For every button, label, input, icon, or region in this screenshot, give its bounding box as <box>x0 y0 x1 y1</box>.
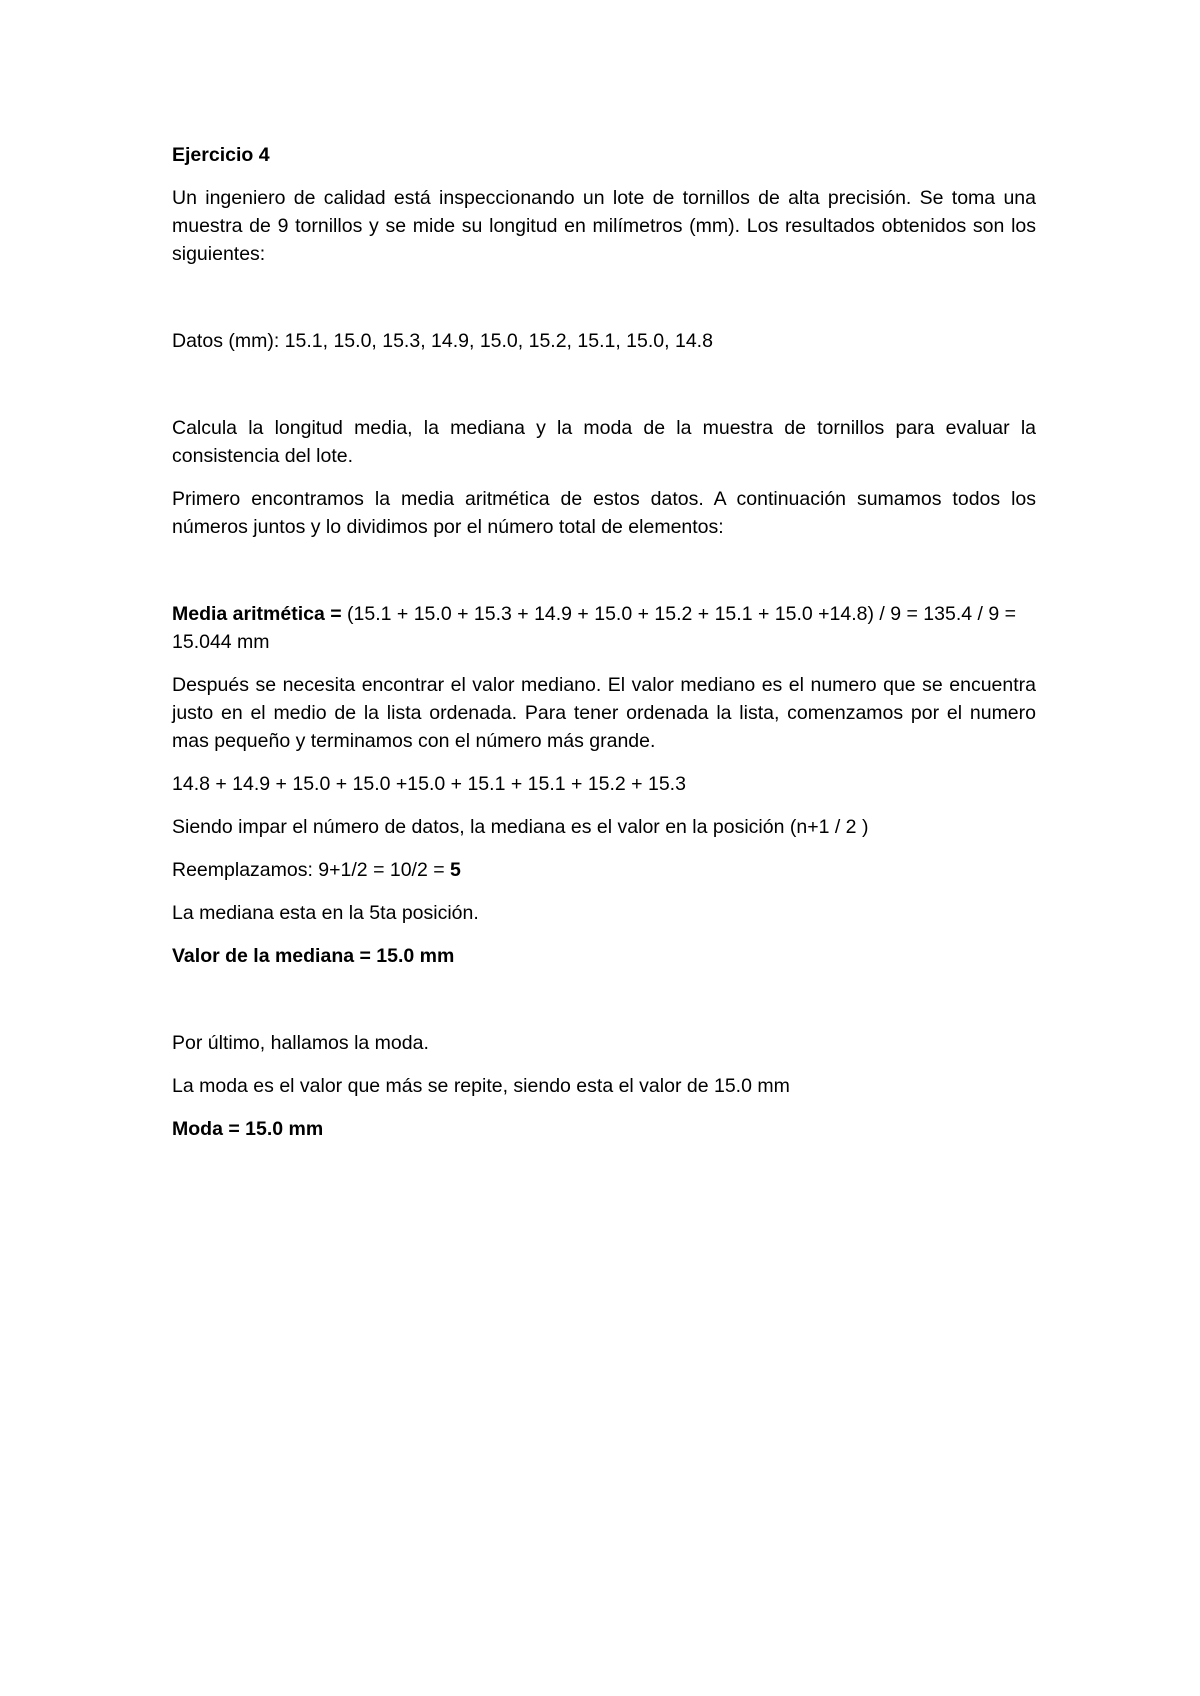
mean-paragraph <box>172 600 1036 656</box>
median-value: Valor de la mediana = 15.0 mm <box>172 945 455 967</box>
mean-formula: (15.1 + 15.0 + 15.3 + 14.9 + 15.0 + 15.2 + 15.1 + 15.0 +14.8) / 9 = 135.4 / 9 = 15.044 mm <box>172 603 1016 653</box>
median-rule: Siendo impar el número de datos, la mediana es el valor en la posición (n+1 / 2 ) <box>172 816 869 838</box>
intro-paragraph: Un ingeniero de calidad está inspeccionando un lote de tornillos de alta precisión. Se toma una muestra de 9 tornillos y se mide su longitud en milímetros (mm). Los resultados obtenidos son los siguientes: <box>172 187 1036 265</box>
replace-line <box>172 856 1036 884</box>
mode-intro: Por último, hallamos la moda. <box>172 1032 429 1054</box>
median-intro-paragraph: Después se necesita encontrar el valor mediano. El valor mediano es el numero que se encuentra justo en el medio de la lista ordenada. Para tener ordenada la lista, comenzamos por el numero mas pequeño y terminamos con el número más grande. <box>172 674 1036 752</box>
data-line: Datos (mm): 15.1, 15.0, 15.3, 14.9, 15.0, 15.2, 15.1, 15.0, 14.8 <box>172 330 713 352</box>
replace-prefix: Reemplazamos: 9+1/2 = 10/2 = <box>172 859 451 881</box>
mode-value: Moda = 15.0 mm <box>172 1118 324 1140</box>
median-position: La mediana esta en la 5ta posición. <box>172 902 479 924</box>
task-paragraph: Calcula la longitud media, la mediana y la moda de la muestra de tornillos para evaluar la consistencia del lote. <box>172 417 1036 467</box>
exercise-title: Ejercicio 4 <box>172 144 270 166</box>
sorted-list: 14.8 + 14.9 + 15.0 + 15.0 +15.0 + 15.1 + 15.1 + 15.2 + 15.3 <box>172 773 686 795</box>
replace-result: 5 <box>450 859 461 881</box>
mode-explanation: La moda es el valor que más se repite, siendo esta el valor de 15.0 mm <box>172 1075 790 1097</box>
document-content <box>172 141 1036 1143</box>
mean-label: Media aritmética = <box>172 603 342 625</box>
mean-intro-paragraph: Primero encontramos la media aritmética de estos datos. A continuación sumamos todos los números juntos y lo dividimos por el número total de elementos: <box>172 488 1036 538</box>
